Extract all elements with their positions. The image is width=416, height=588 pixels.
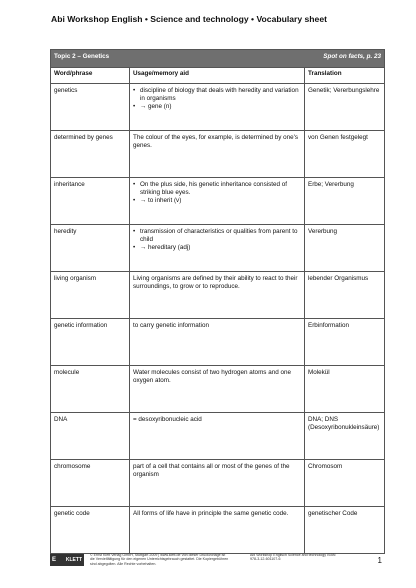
- page-title: Abi Workshop English • Science and technology • Vocabulary sheet: [51, 14, 327, 24]
- usage-list: [133, 87, 301, 111]
- usage-bullet: • transmission of characteristics or qualities from parent to child: [133, 228, 301, 244]
- usage-cell: [130, 225, 305, 272]
- translation-cell: lebender Organismus: [305, 272, 385, 319]
- page-footer: [50, 550, 390, 572]
- usage-cell: [130, 178, 305, 225]
- table-row: [51, 366, 385, 413]
- usage-cell: Water molecules consist of two hydrogen atoms and one oxygen atom.: [130, 366, 305, 413]
- table-row: [51, 272, 385, 319]
- topic-reference: Spot on facts, p. 23: [323, 53, 382, 60]
- usage-cell: part of a cell that contains all or most of the genes of the organism: [130, 460, 305, 507]
- word-cell: molecule: [51, 366, 130, 413]
- vocabulary-table: [50, 49, 385, 554]
- translation-cell: Erbinformation: [305, 319, 385, 366]
- translation-cell: genetischer Code: [305, 507, 385, 554]
- usage-cell: The colour of the eyes, for example, is determined by one's genes.: [130, 131, 305, 178]
- word-cell: inheritance: [51, 178, 130, 225]
- topic-title: Topic 2 – Genetics: [54, 53, 110, 60]
- topic-row: [51, 50, 385, 68]
- usage-bullet: • → gene (n): [133, 103, 301, 111]
- usage-cell: [130, 84, 305, 131]
- table-row: [51, 413, 385, 460]
- word-cell: genetic information: [51, 319, 130, 366]
- table-row: [51, 84, 385, 131]
- copyright-notice: © Ernst Klett Verlag GmbH, Stuttgart 2009 | www.klett.de Von dieser Druckvorlage ist die Vervielfältigung für den eigenen Unterrichtsgebrauch gestattet. Die Kopiergebühren sind abgegolten. Alle Rechte vorbehalten.: [90, 553, 229, 566]
- translation-cell: Vererbung: [305, 225, 385, 272]
- word-cell: heredity: [51, 225, 130, 272]
- table-row: [51, 178, 385, 225]
- usage-list: [133, 181, 301, 205]
- usage-list: [133, 228, 301, 252]
- usage-bullet: • discipline of biology that deals with heredity and variation in organisms: [133, 87, 301, 103]
- usage-cell: Living organisms are defined by their ability to react to their surroundings, to grow or to reproduce.: [130, 272, 305, 319]
- usage-bullet: • On the plus side, his genetic inheritance consisted of striking blue eyes.: [133, 181, 301, 197]
- usage-cell: = desoxyribonucleic acid: [130, 413, 305, 460]
- publisher-logo: [50, 554, 84, 566]
- word-cell: genetics: [51, 84, 130, 131]
- usage-cell: to carry genetic information: [130, 319, 305, 366]
- word-cell: DNA: [51, 413, 130, 460]
- table-row: [51, 131, 385, 178]
- table-row: [51, 460, 385, 507]
- translation-cell: Molekül: [305, 366, 385, 413]
- topic-cell: [51, 50, 385, 68]
- column-header-usage: Usage/memory aid: [130, 68, 305, 84]
- word-cell: determined by genes: [51, 131, 130, 178]
- column-header-translation: Translation: [305, 68, 385, 84]
- translation-cell: Genetik; Vererbungslehre: [305, 84, 385, 131]
- word-cell: chromosome: [51, 460, 130, 507]
- translation-cell: Erbe; Vererbung: [305, 178, 385, 225]
- page-number: 1: [377, 556, 382, 565]
- column-header-word: Word/phrase: [51, 68, 130, 84]
- usage-cell: All forms of life have in principle the same genetic code.: [130, 507, 305, 554]
- publication-info: Abi Workshop Englisch Science and technology ISBN 978-3-12-601107-6: [250, 553, 336, 562]
- usage-bullet: • → hereditary (adj): [133, 244, 301, 252]
- table-row: [51, 319, 385, 366]
- logo-mark: E: [52, 557, 57, 563]
- table-row: [51, 507, 385, 554]
- translation-cell: von Genen festgelegt: [305, 131, 385, 178]
- logo-text: KLETT: [65, 557, 82, 563]
- table-row: [51, 225, 385, 272]
- translation-cell: Chromosom: [305, 460, 385, 507]
- word-cell: living organism: [51, 272, 130, 319]
- word-cell: genetic code: [51, 507, 130, 554]
- column-header-row: [51, 68, 385, 84]
- translation-cell: DNA; DNS (Desoxyribonukleinsäure): [305, 413, 385, 460]
- usage-bullet: • → to inherit (v): [133, 197, 301, 205]
